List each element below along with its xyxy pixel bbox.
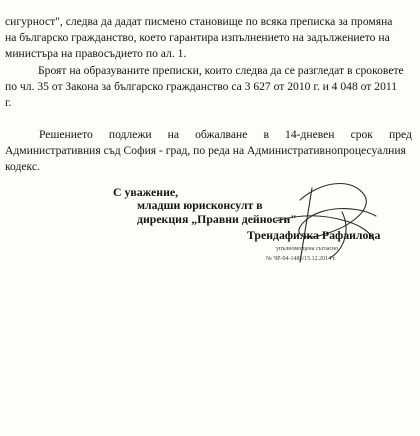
appeal-word: пред (389, 128, 412, 141)
paragraph-line-2: на българско гражданство, което гарантира изпълнението на задължението на (5, 31, 390, 44)
signature-greeting: С уважение, (113, 185, 179, 199)
signatory-name: Трендафилка Рафаилова (247, 228, 381, 242)
paragraph-line-6: г. (5, 96, 12, 109)
paragraph-line-4: Броят на образуваните преписки, които следва да се разгледат в сроковете (38, 64, 404, 77)
paragraph-line-3: министъра на правосъдието по ал. 1. (5, 47, 187, 60)
signature-title-line-1: младши юрисконсулт в (137, 198, 263, 212)
appeal-word: 14-дневен (285, 128, 335, 141)
authorization-stamp-line-2: № ЧР-04-1485/15.12.2014 г. (266, 256, 336, 262)
appeal-word: подлежи (108, 128, 152, 141)
appeal-word: срок (350, 128, 373, 141)
paragraph-line-5: по чл. 35 от Закона за българско гражданство са 3 627 от 2010 г. и 4 048 от 2011 (5, 80, 398, 93)
appeal-line-2: Административния съд София - град, по реда на Административнопроцесуалния (5, 144, 406, 157)
appeal-line-3: кодекс. (5, 160, 40, 173)
paragraph-line-1: сигурност", следва да дадат писмено становище по всяка преписка за промяна (5, 15, 393, 28)
appeal-word: Решението (39, 128, 93, 141)
appeal-word: в (263, 128, 269, 141)
appeal-word: обжалване (195, 128, 248, 141)
appeal-word: на (167, 128, 180, 141)
signature-title-line-2: дирекция „Правни дейности" (137, 212, 297, 226)
authorization-stamp-line-1: упълномощена съгласно (276, 246, 339, 252)
